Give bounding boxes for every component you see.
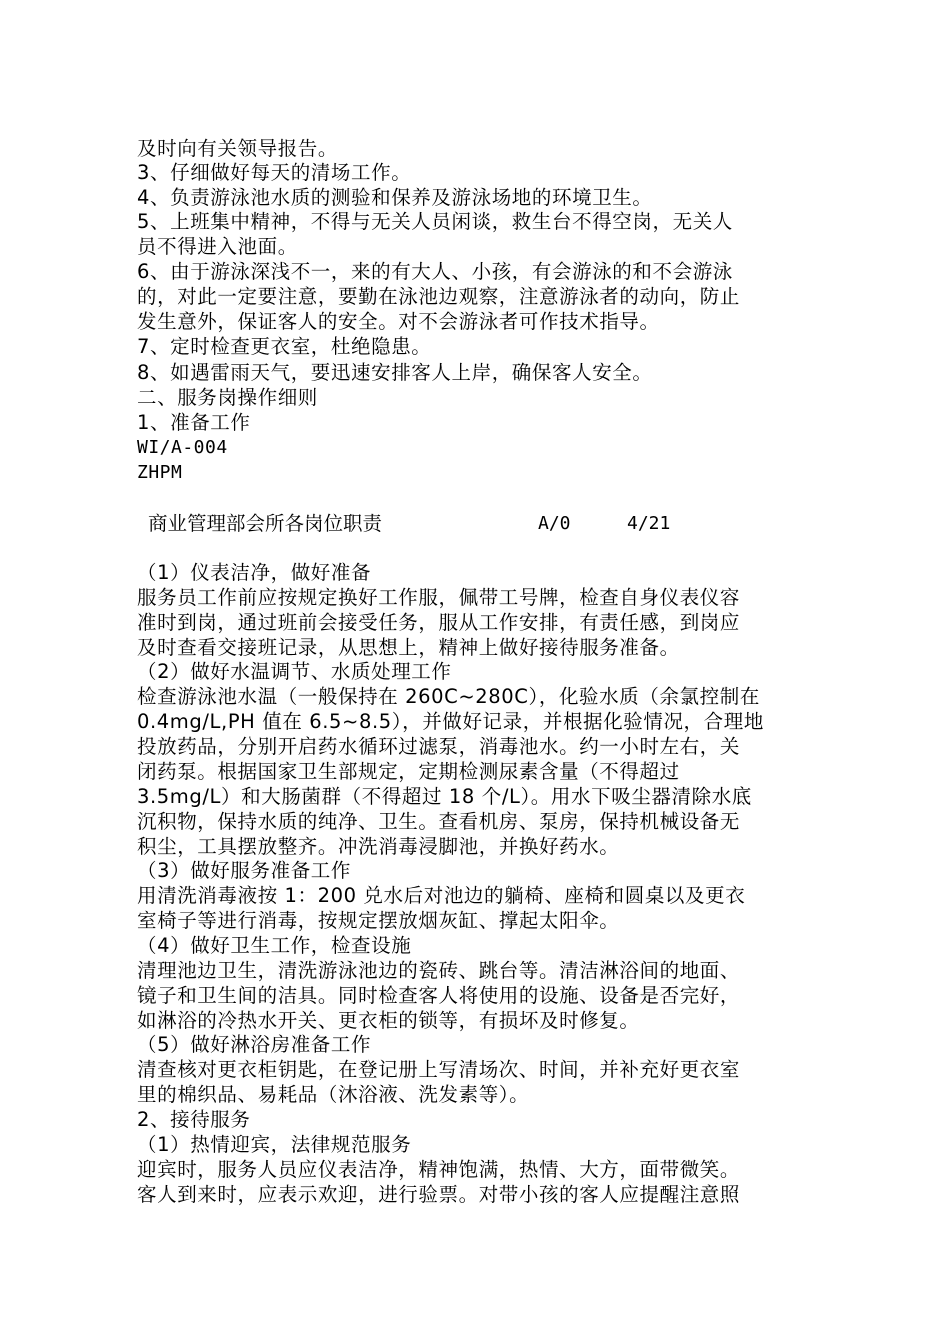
text-line: 积尘，工具摆放整齐。冲洗消毒浸脚池，并换好药水。 [137,835,620,858]
text-line: 发生意外，保证客人的安全。对不会游泳者可作技术指导。 [137,310,660,333]
item-heading: （1）热情迎宾，法律规范服务 [137,1133,412,1156]
text-line: 客人到来时，应表示欢迎，进行验票。对带小孩的客人应提醒注意照 [137,1183,741,1206]
text-line: 及时查看交接班记录，从思想上，精神上做好接待服务准备。 [137,636,680,659]
text-line: 的，对此一定要注意，要勤在泳池边观察，注意游泳者的动向，防止 [137,285,741,308]
text-line: 用清洗消毒液按 1：200 兑水后对池边的躺椅、座椅和圆桌以及更衣 [137,884,746,907]
text-line: 准时到岗，通过班前会接受任务，服从工作安排，有责任感，到岗应 [137,611,741,634]
text-line: 检查游泳池水温（一般保持在 260C~280C），化验水质（余氯控制在 [137,685,760,708]
subsection-heading: 1、准备工作 [137,411,251,434]
text-line: 6、由于游泳深浅不一，来的有大人、小孩，有会游泳的和不会游泳 [137,260,733,283]
header-page-number: 4/21 [627,513,671,534]
header-title: 商业管理部会所各岗位职责 [148,512,383,535]
item-heading: （4）做好卫生工作，检查设施 [137,934,412,957]
text-line: 室椅子等进行消毒，按规定摆放烟灰缸、撑起太阳伞。 [137,909,620,932]
text-line: 8、如遇雷雨天气，要迅速安排客人上岸，确保客人安全。 [137,361,653,384]
text-line: 3、仔细做好每天的清场工作。 [137,161,412,184]
text-line: 清查核对更衣柜钥匙，在登记册上写清场次、时间，并补充好更衣室 [137,1058,741,1081]
item-heading: （3）做好服务准备工作 [137,859,352,882]
text-line: 沉积物，保持水质的纯净、卫生。查看机房、泵房，保持机械设备无 [137,810,741,833]
text-line: 投放药品，分别开启药水循环过滤泵，消毒池水。约一小时左右，关 [137,735,741,758]
text-line: 7、定时检查更衣室，杜绝隐患。 [137,335,432,358]
text-line: 闭药泵。根据国家卫生部规定，定期检测尿素含量（不得超过 [137,760,680,783]
text-line: 4、负责游泳池水质的测验和保养及游泳场地的环境卫生。 [137,186,653,209]
text-line: 迎宾时，服务人员应仪表洁净，精神饱满，热情、大方，面带微笑。 [137,1158,741,1181]
section-heading: 二、服务岗操作细则 [137,386,318,409]
text-line: 镜子和卫生间的洁具。同时检查客人将使用的设施、设备是否完好， [137,984,741,1007]
text-line: 0.4mg/L,PH 值在 6.5~8.5），并做好记录，并根据化验情况，合理地 [137,710,764,733]
text-line: 及时向有关领导报告。 [137,137,339,160]
document-org-code: ZHPM [137,462,183,483]
text-line: 如淋浴的冷热水开关、更衣柜的锁等，有损坏及时修复。 [137,1009,640,1032]
item-heading: （2）做好水温调节、水质处理工作 [137,660,452,683]
text-line: 服务员工作前应按规定换好工作服，佩带工号牌，检查自身仪表仪容 [137,586,741,609]
document-code: WI/A-004 [137,437,228,458]
text-line: 5、上班集中精神，不得与无关人员闲谈，救生台不得空岗，无关人 [137,210,733,233]
text-line: 3.5mg/L）和大肠菌群（不得超过 18 个/L）。用水下吸尘器清除水底 [137,785,752,808]
text-line: 清理池边卫生，清洗游泳池边的瓷砖、跳台等。清洁淋浴间的地面、 [137,959,741,982]
item-heading: （1）仪表洁净，做好准备 [137,561,372,584]
text-line: 里的棉织品、易耗品（沐浴液、洗发素等）。 [137,1083,530,1106]
header-version: A/0 [538,513,571,534]
text-line: 员不得进入池面。 [137,235,298,258]
item-heading: （5）做好淋浴房准备工作 [137,1033,372,1056]
subsection-heading: 2、接待服务 [137,1108,251,1131]
